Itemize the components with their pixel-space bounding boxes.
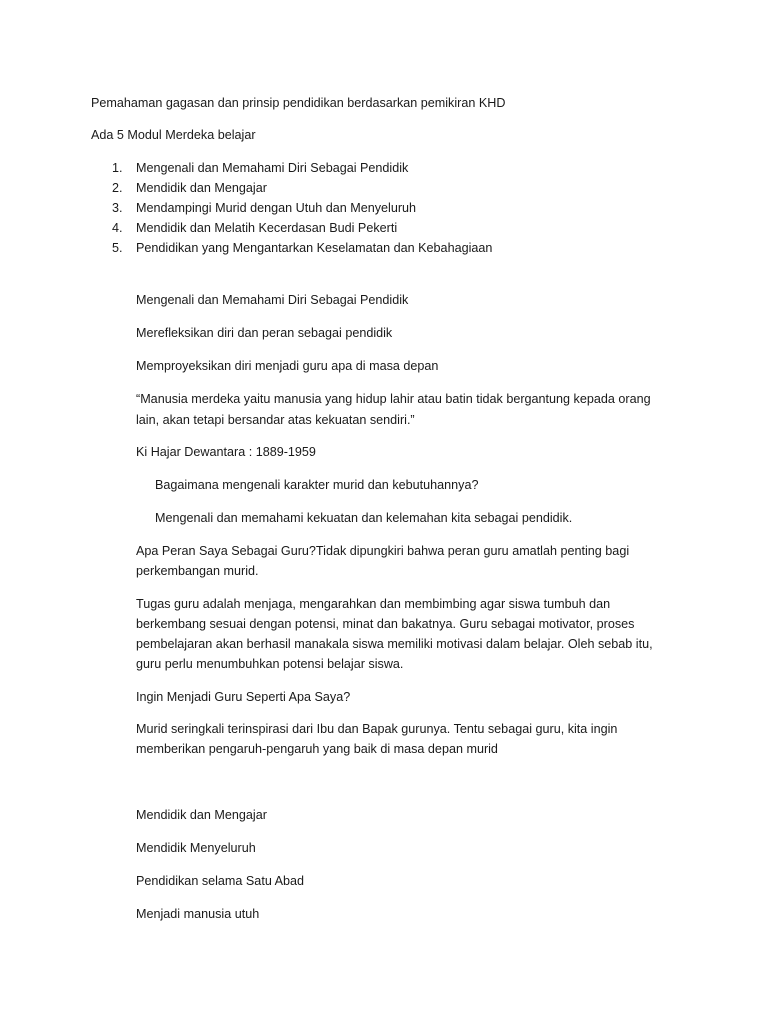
- list-item-text: Mendidik dan Mengajar: [136, 181, 267, 195]
- section2-line1: Mendidik Menyeluruh: [136, 841, 256, 855]
- intro-text: Ada 5 Modul Merdeka belajar: [91, 128, 256, 142]
- list-item: [112, 218, 492, 238]
- quote-line1: “Manusia merdeka yaitu manusia yang hidup lahir atau batin tidak bergantung kepada orang: [136, 392, 651, 406]
- section2-line2: Pendidikan selama Satu Abad: [136, 874, 305, 888]
- question1: Bagaimana mengenali karakter murid dan kebutuhannya?: [155, 478, 479, 492]
- list-item-text: Mendidik dan Melatih Kecerdasan Budi Pekerti: [136, 221, 398, 235]
- document-title: Pemahaman gagasan dan prinsip pendidikan berdasarkan pemikiran KHD: [91, 96, 506, 110]
- list-item: [112, 198, 492, 218]
- section1-heading: Mengenali dan Memahami Diri Sebagai Pendidik: [136, 293, 409, 307]
- list-item-text: Mengenali dan Memahami Diri Sebagai Pendidik: [136, 161, 409, 175]
- para4-line2: memberikan pengaruh-pengaruh yang baik di masa depan murid: [136, 742, 498, 756]
- list-item-text: Mendampingi Murid dengan Utuh dan Menyeluruh: [136, 201, 417, 215]
- para2-line3: pembelajaran akan berhasil manakala siswa memiliki motivasi dalam belajar. Oleh sebab itu,: [136, 637, 653, 651]
- list-number: 4.: [112, 221, 123, 235]
- list-item: [112, 238, 492, 258]
- para1-line2: perkembangan murid.: [136, 564, 259, 578]
- para2-line1: Tugas guru adalah menjaga, mengarahkan dan membimbing agar siswa tumbuh dan: [136, 597, 611, 611]
- list-number: 2.: [112, 181, 123, 195]
- quote-line2: lain, akan tetapi bersandar atas kekuatan sendiri.”: [136, 413, 415, 427]
- section1-line1: Merefleksikan diri dan peran sebagai pendidik: [136, 326, 393, 340]
- para1-line1: Apa Peran Saya Sebagai Guru?Tidak dipungkiri bahwa peran guru amatlah penting bagi: [136, 544, 630, 558]
- para3: Ingin Menjadi Guru Seperti Apa Saya?: [136, 690, 351, 704]
- list-item: [112, 178, 492, 198]
- section1-line2: Memproyeksikan diri menjadi guru apa di masa depan: [136, 359, 439, 373]
- question2: Mengenali dan memahami kekuatan dan kelemahan kita sebagai pendidik.: [155, 511, 573, 525]
- module-list: [112, 158, 492, 258]
- quote-attribution: Ki Hajar Dewantara : 1889-1959: [136, 445, 316, 459]
- para2-line2: berkembang sesuai dengan potensi, minat dan bakatnya. Guru sebagai motivator, proses: [136, 617, 635, 631]
- list-number: 5.: [112, 241, 123, 255]
- para4-line1: Murid seringkali terinspirasi dari Ibu dan Bapak gurunya. Tentu sebagai guru, kita ingin: [136, 722, 618, 736]
- list-number: 1.: [112, 161, 123, 175]
- section2-heading: Mendidik dan Mengajar: [136, 808, 267, 822]
- section2-line3: Menjadi manusia utuh: [136, 907, 260, 921]
- list-number: 3.: [112, 201, 123, 215]
- list-item: [112, 158, 492, 178]
- para2-line4: guru perlu menumbuhkan potensi belajar siswa.: [136, 657, 404, 671]
- list-item-text: Pendidikan yang Mengantarkan Keselamatan dan Kebahagiaan: [136, 241, 493, 255]
